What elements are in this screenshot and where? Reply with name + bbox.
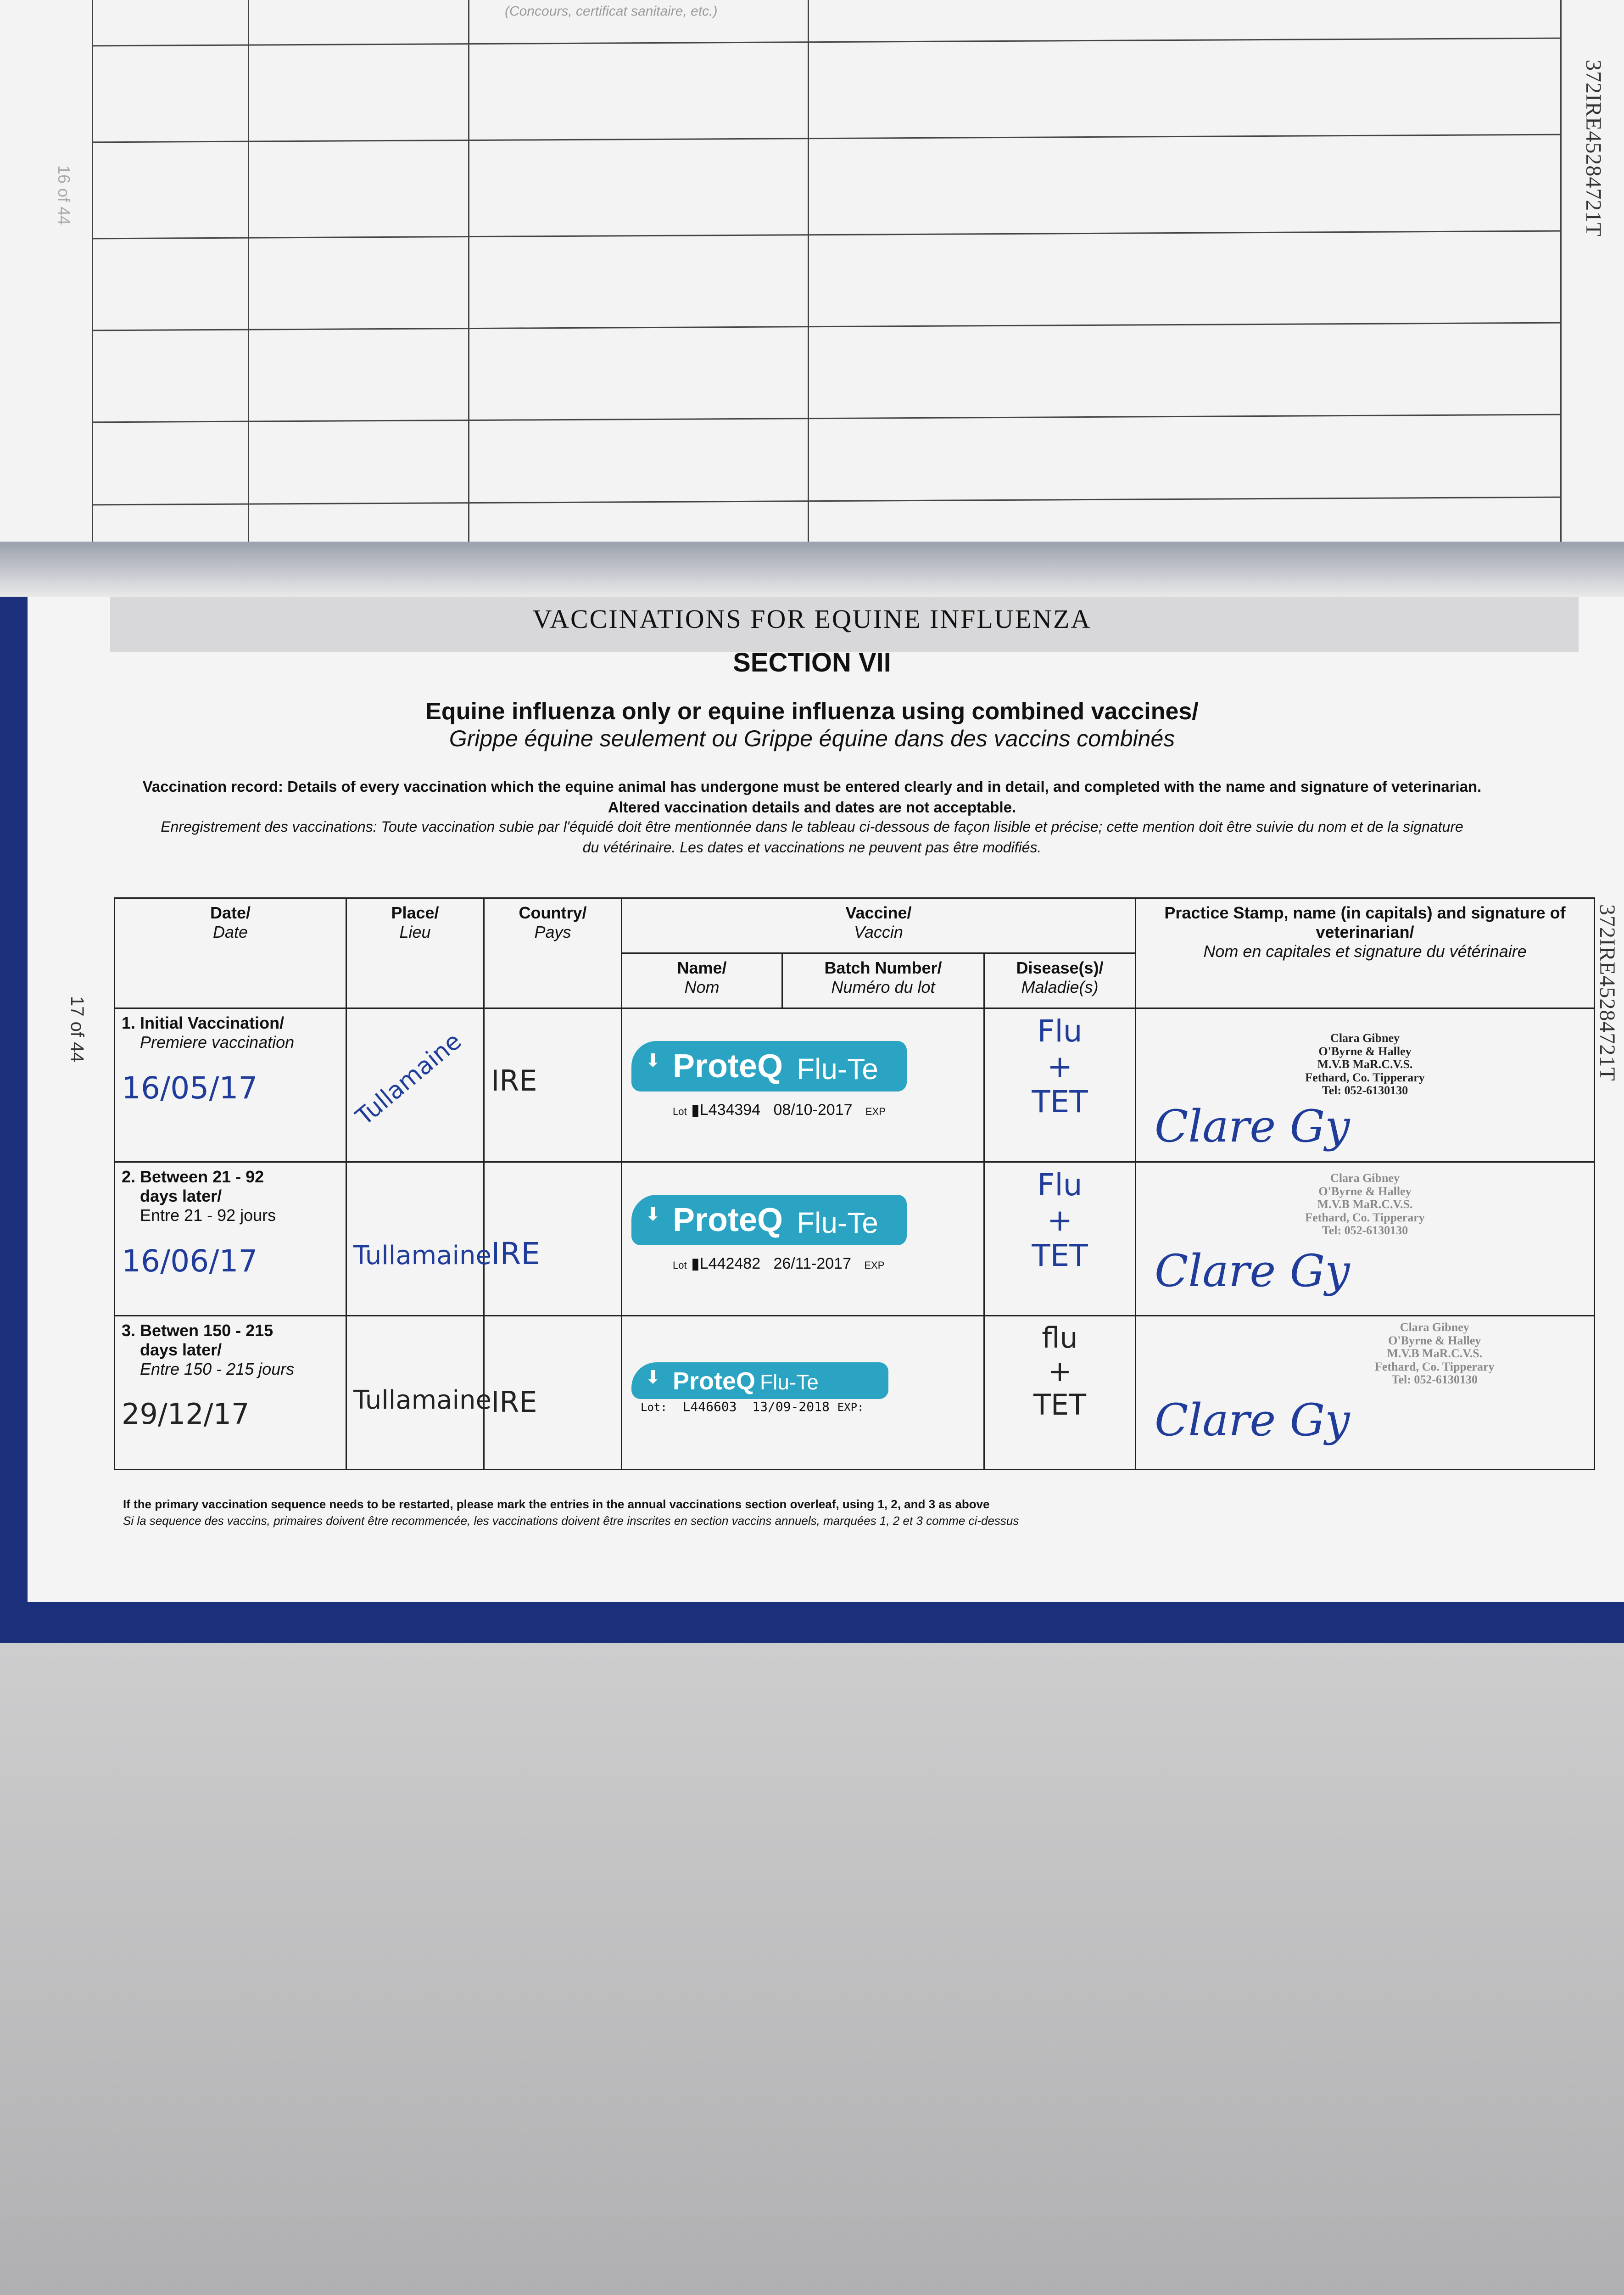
vaccine-sticker: ⬇ ProteQ Flu-Te: [631, 1041, 907, 1092]
stamp-cell: [1136, 1316, 1595, 1470]
record-text-en: Vaccination record: Details of every vaccination which the equine animal has undergone must be entered clearly and in detail, and completed with the name and signature of veterinarian.: [142, 778, 1482, 795]
row-label-cell: 2. Between 21 - 92 days later/ Entre 21 - 92 jours 16/06/17: [115, 1162, 346, 1316]
table-line: [468, 0, 469, 565]
practice-stamp: Clara Gibney O'Byrne & Halley M.V.B MaR.C.V.S. Fethard, Co. Tipperary Tel: 052-6130130: [1375, 1321, 1495, 1387]
header-stamp: Practice Stamp, name (in capitals) and signature of veterinarian/ Nom en capitales et signature du vétérinaire: [1136, 898, 1595, 1008]
book-fold: [0, 542, 1624, 597]
table-row: [115, 1316, 1595, 1470]
page-number-16: 16 of 44: [55, 165, 73, 225]
vaccine-label-cell: ⬇ ProteQ Flu-Te Lot ▮L442482 26/11-2017 EXP: [622, 1162, 984, 1316]
veterinarian-signature: Clare Gy: [1155, 1101, 1350, 1152]
vaccine-label-cell: ⬇ ProteQ Flu-Te Lot ▮L434394 08/10-2017 EXP: [622, 1008, 984, 1162]
header-vaccine: Vaccine/ Vaccin: [622, 898, 1136, 953]
passport-number-side: 372IRE45284721T: [1595, 904, 1619, 1081]
arrow-down-icon: ⬇: [645, 1051, 661, 1071]
row-label-cell: 3. Betwen 150 - 215 days later/ Entre 150 - 215 jours 29/12/17: [115, 1316, 346, 1470]
record-text-en-2: Altered vaccination details and dates are not acceptable.: [608, 799, 1016, 816]
stamp-cell: [1136, 1008, 1595, 1162]
section-heading-en: Equine influenza only or equine influenza using combined vaccines/: [425, 698, 1199, 725]
record-text-fr-2: du vétérinaire. Les dates et vaccinations ne peuvent pas être modifiés.: [582, 839, 1042, 856]
vaccine-sticker: ⬇ ProteQ Flu-Te: [631, 1362, 888, 1399]
footnote-fr: Si la sequence des vaccins, primaires doivent être recommencée, les vaccinations doivent être inscrites en section vaccins annuels, marquées 1, 2 et 3 comme ci-dessus: [123, 1514, 1019, 1528]
table-line: [92, 322, 1560, 331]
arrow-down-icon: ⬇: [645, 1367, 661, 1388]
disease-cell: Flu + TET: [984, 1162, 1136, 1316]
header-disease: Disease(s)/ Maladie(s): [984, 953, 1136, 1008]
country-cell: IRE: [484, 1008, 622, 1162]
place-cell: Tullamaine: [346, 1162, 484, 1316]
section-heading-fr: Grippe équine seulement ou Grippe équine dans des vaccins combinés: [449, 726, 1175, 751]
header-country: Country/ Pays: [484, 898, 622, 1008]
table-line: [1560, 0, 1562, 565]
table-line: [248, 0, 249, 565]
table-line: [92, 0, 93, 565]
section-number: SECTION VII: [733, 648, 891, 677]
table-line: [92, 230, 1560, 240]
disease-cell: Flu + TET: [984, 1008, 1136, 1162]
table-line: [92, 134, 1560, 143]
country-cell: IRE: [484, 1162, 622, 1316]
stamp-cell: [1136, 1162, 1595, 1316]
table-line: [92, 497, 1560, 506]
record-text-fr: Enregistrement des vaccinations: Toute vaccination subie par l'équidé doit être mentionnée dans le tableau ci-dessous de façon lisible et précise; cette mention doit être suivie du nom et de la signature: [161, 818, 1463, 835]
footnote-en: If the primary vaccination sequence needs to be restarted, please mark the entries in the annual vaccinations section overleaf, using 1, 2, and 3 as above: [123, 1497, 990, 1511]
vaccination-date: 16/05/17: [122, 1070, 258, 1106]
vaccination-date: 16/06/17: [122, 1243, 258, 1279]
vaccination-date: 29/12/17: [122, 1397, 250, 1431]
passport-number-top: 372IRE45284721T: [1581, 60, 1606, 237]
place-cell: Tullamaine: [346, 1316, 484, 1470]
vaccination-table: [114, 897, 1595, 1470]
header-name: Name/ Nom: [622, 953, 782, 1008]
vaccine-label-cell: ⬇ ProteQ Flu-Te Lot: L446603 13/09-2018 EXP:: [622, 1316, 984, 1470]
arrow-down-icon: ⬇: [645, 1204, 661, 1225]
table-line: [808, 0, 809, 565]
table-row: [115, 1162, 1595, 1316]
page-number-17: 17 of 44: [67, 996, 87, 1063]
page-16: [0, 0, 1624, 565]
faint-header: (Concours, certificat sanitaire, etc.): [505, 4, 718, 19]
veterinarian-signature: Clare Gy: [1155, 1245, 1350, 1297]
header-place: Place/ Lieu: [346, 898, 484, 1008]
vaccine-sticker: ⬇ ProteQ Flu-Te: [631, 1195, 907, 1245]
table-line: [92, 38, 1560, 47]
practice-stamp: Clara Gibney O'Byrne & Halley M.V.B MaR.C.V.S. Fethard, Co. Tipperary Tel: 052-6130130: [1305, 1171, 1425, 1237]
table-line: [92, 414, 1560, 423]
row-label-cell: 1. Initial Vaccination/ Premiere vaccination 16/05/17: [115, 1008, 346, 1162]
veterinarian-signature: Clare Gy: [1155, 1394, 1350, 1446]
country-cell: IRE: [484, 1316, 622, 1470]
disease-cell: flu + TET: [984, 1316, 1136, 1470]
header-date: Date/ Date: [115, 898, 346, 1008]
table-row: [115, 1008, 1595, 1162]
practice-stamp: Clara Gibney O'Byrne & Halley M.V.B MaR.C.V.S. Fethard, Co. Tipperary Tel: 052-6130130: [1305, 1031, 1425, 1097]
header-batch: Batch Number/ Numéro du lot: [782, 953, 984, 1008]
section-banner: VACCINATIONS FOR EQUINE INFLUENZA: [532, 604, 1092, 634]
place-cell: Tullamaine: [346, 1008, 484, 1162]
